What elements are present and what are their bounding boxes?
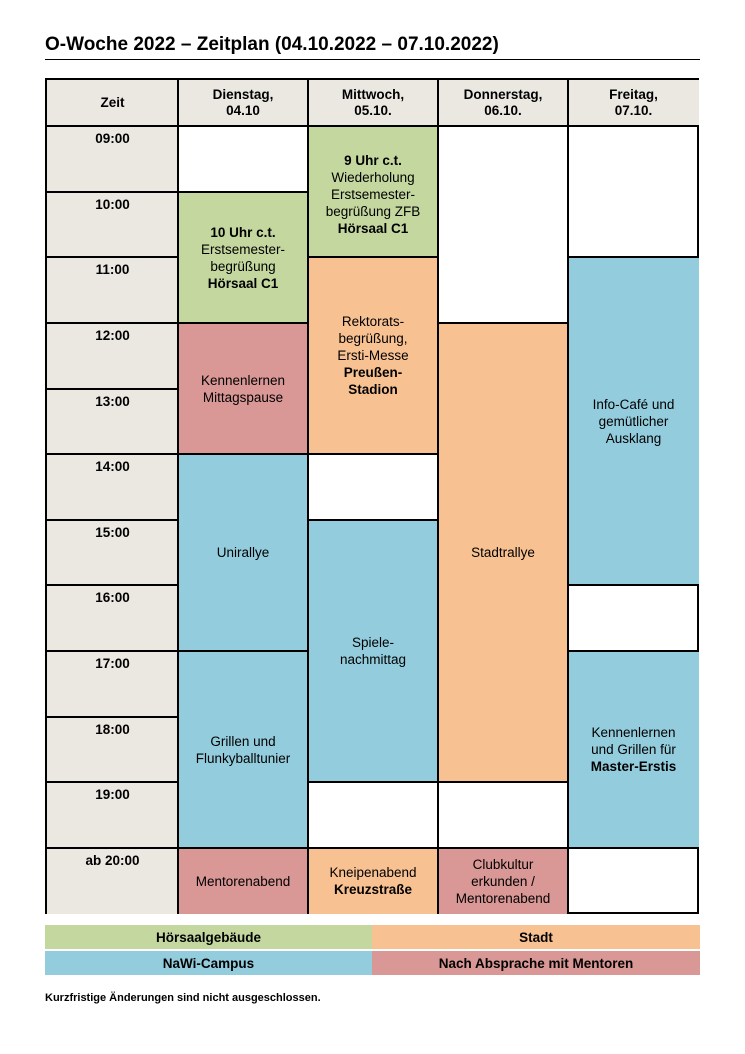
event-text: und Grillen für	[591, 742, 676, 757]
time-label: 10:00	[95, 197, 130, 212]
time-label: 13:00	[95, 394, 130, 409]
title-underline	[45, 59, 700, 60]
event-text: Kneipenabend	[329, 865, 417, 880]
event-text: begrüßung,	[338, 331, 408, 346]
time-label: 18:00	[95, 722, 130, 737]
event-wed-pub	[308, 848, 438, 914]
event-text: nachmittag	[339, 652, 407, 667]
legend-stadt: Stadt	[372, 925, 700, 949]
grid-line	[47, 453, 178, 455]
footnote: Kurzfristige Änderungen sind nicht ausgeschlossen.	[45, 992, 321, 1004]
grid-line	[47, 519, 178, 521]
event-wed-games	[308, 520, 438, 782]
grid-line	[567, 256, 699, 258]
header-friday	[568, 80, 699, 126]
event-place: Master-Erstis	[590, 759, 677, 774]
event-tue-mentor	[178, 848, 308, 914]
time-column	[47, 126, 178, 848]
grid-line	[177, 453, 308, 455]
event-place: Hörsaal C1	[207, 275, 279, 291]
grid-line	[307, 256, 438, 258]
event-text: Mentorenabend	[455, 890, 551, 906]
time-label: 11:00	[95, 262, 130, 277]
header-friday-date: 07.10.	[614, 103, 653, 118]
event-tue-grill	[178, 651, 308, 848]
event-text: Stadtrallye	[471, 545, 535, 560]
time-label: 19:00	[95, 787, 130, 802]
page-title: O-Woche 2022 – Zeitplan (04.10.2022 – 07.10.2022)	[45, 34, 499, 55]
grid-line	[47, 191, 178, 193]
event-place: Kreuzstraße	[333, 882, 413, 897]
time-label: 14:00	[95, 459, 130, 474]
event-text: Ausklang	[605, 430, 662, 446]
event-text: begrüßung	[210, 258, 276, 274]
header-time-label: Zeit	[100, 95, 125, 110]
event-text: gemütlicher	[598, 413, 669, 429]
grid-line	[307, 453, 438, 455]
legend-mentoren: Nach Absprache mit Mentoren	[372, 951, 700, 975]
time-label: 16:00	[95, 590, 130, 605]
event-wed-rector	[308, 257, 438, 454]
event-tue-lunch	[178, 323, 308, 454]
event-tue-welcome	[178, 192, 308, 323]
header-tuesday	[178, 80, 308, 126]
header-thursday	[438, 80, 568, 126]
event-place: Hörsaal C1	[337, 221, 409, 236]
event-text: Ersti-Messe	[337, 348, 409, 363]
legend-hoersaal: Hörsaalgebäude	[45, 925, 372, 949]
event-text: Erstsemester-	[330, 187, 415, 202]
event-text: begrüßung ZFB	[325, 204, 421, 219]
event-text: Kennenlernen	[591, 725, 676, 740]
grid-line	[307, 519, 438, 521]
header-thursday-day: Donnerstag,	[463, 87, 543, 102]
event-text: Rektorats-	[341, 314, 405, 329]
event-text: Kennenlernen	[200, 372, 286, 388]
event-text: Flunkyballtunier	[195, 750, 291, 766]
grid-line	[47, 716, 178, 718]
grid-line	[437, 80, 439, 914]
time-label	[47, 848, 178, 914]
event-text: Info-Café und	[592, 396, 675, 412]
grid-line	[47, 388, 178, 390]
header-wednesday-date: 05.10.	[354, 103, 392, 118]
event-text: Wiederholung	[331, 170, 415, 185]
grid-line	[307, 80, 309, 914]
event-place: Preußen-	[343, 365, 403, 380]
grid-line	[177, 650, 308, 652]
time-label: 12:00	[95, 328, 130, 343]
event-text: Spiele-	[351, 635, 395, 650]
event-fri-cafe	[568, 257, 699, 585]
event-text: Unirallye	[216, 545, 270, 560]
grid-line	[567, 80, 569, 914]
grid-line	[47, 650, 178, 652]
event-text: Mentorenabend	[195, 873, 291, 889]
grid-line	[567, 650, 699, 652]
header-wednesday	[308, 80, 438, 126]
event-text: Clubkultur	[472, 856, 534, 872]
event-fri-master	[568, 651, 699, 848]
schedule-table	[45, 78, 699, 914]
grid-line	[437, 322, 568, 324]
grid-line	[47, 125, 699, 127]
grid-line	[307, 781, 568, 783]
header-tuesday-day: Dienstag,	[212, 87, 274, 102]
event-place: Stadion	[348, 382, 398, 397]
event-wed-welcome	[308, 126, 438, 257]
time-label: 15:00	[95, 525, 130, 540]
event-time: 9 Uhr c.t.	[344, 153, 402, 168]
event-text: Erstsemester-	[200, 241, 285, 257]
event-thu-club	[438, 848, 568, 914]
event-text: Grillen und	[210, 733, 276, 749]
header-tuesday-date: 04.10	[226, 103, 260, 118]
event-tue-unirallye	[178, 454, 308, 651]
grid-line	[47, 256, 178, 258]
time-label: 17:00	[95, 656, 130, 671]
time-label: 09:00	[95, 131, 130, 146]
grid-line	[47, 781, 178, 783]
header-wednesday-day: Mittwoch,	[341, 87, 405, 102]
grid-line	[567, 584, 699, 586]
time-label-evening: ab 20:00	[85, 853, 140, 868]
header-time	[47, 80, 178, 126]
header-friday-day: Freitag,	[609, 87, 658, 102]
event-text: Mittagspause	[202, 389, 284, 405]
event-time: 10 Uhr c.t.	[210, 224, 276, 240]
grid-line	[177, 322, 308, 324]
grid-line	[177, 80, 179, 914]
event-text: erkunden /	[471, 873, 535, 889]
grid-line	[47, 584, 178, 586]
grid-line	[47, 322, 178, 324]
event-thu-stadtrallye	[438, 323, 568, 782]
header-thursday-date: 06.10.	[484, 103, 522, 118]
legend-nawi-campus: NaWi-Campus	[45, 951, 372, 975]
grid-line	[177, 191, 308, 193]
grid-line	[47, 847, 699, 849]
